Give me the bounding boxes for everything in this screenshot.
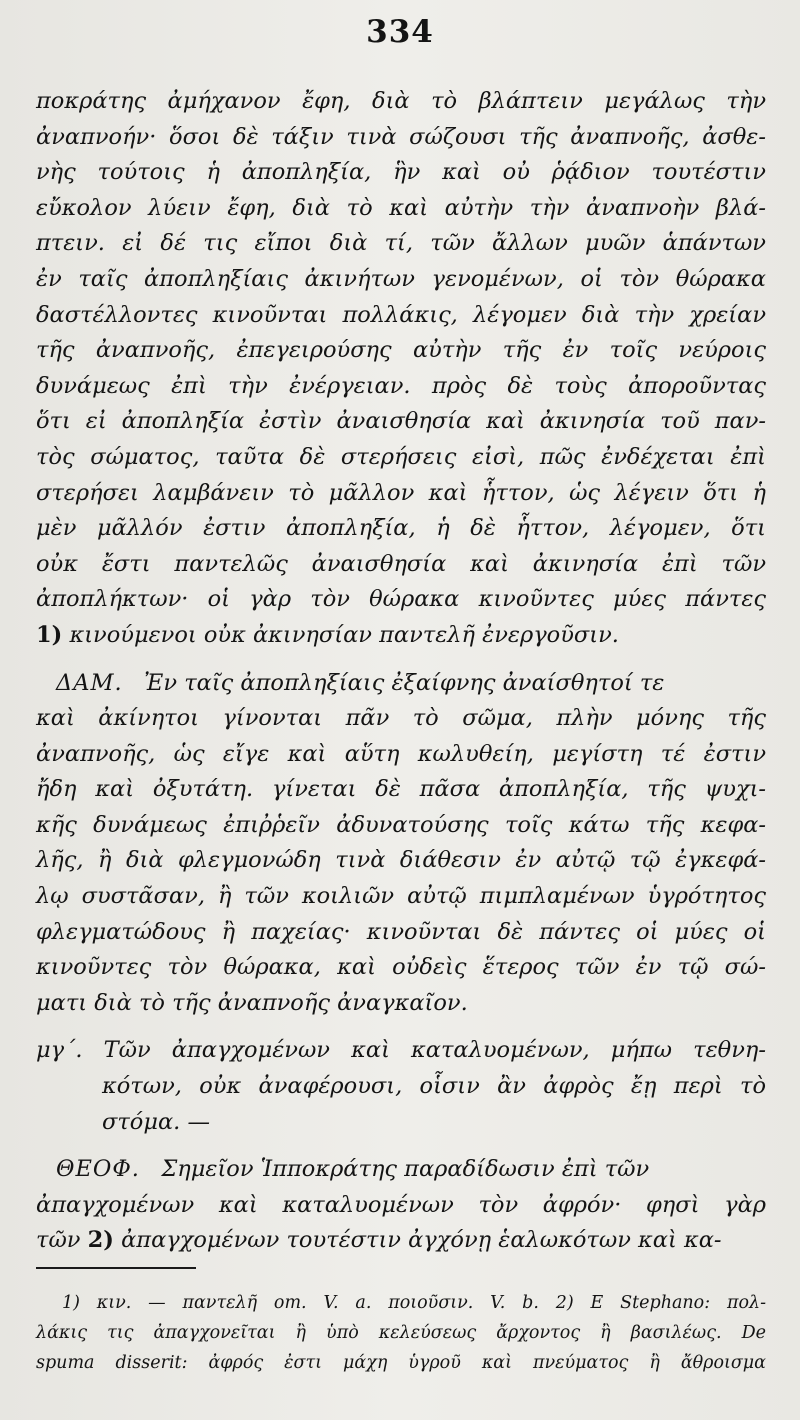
text-line: ἀπαγχομένων καὶ καταλυομένων τὸν ἀφρόν· φησὶ γὰρ [36,1191,766,1218]
text-line: κῆς δυνάμεως ἐπιῤῥεῖν ἀδυνατούσης τοῖς κάτω τῆς κεφα- [36,811,766,838]
text-line: πτειν. εἰ δέ τις εἴποι διὰ τί, τῶν ἄλλων μυῶν ἁπάντων [36,230,766,257]
footnote-line: 1) κιν. — παντελῆ om. V. a. ποιοῦσιν. V. b. 2) E Stephano: πολ- [62,1293,766,1313]
text-line: ἀναπνοήν· ὅσοι δὲ τάξιν τινὰ σώζουσι τῆς ἀναπνοῆς, ἀσθε- [36,123,766,150]
text-line: οὐκ ἔστι παντελῶς ἀναισθησία καὶ ἀκινησία ἐπὶ τῶν [36,550,766,577]
footnote-line: λάκις τις ἀπαγχονεῖται ἢ ὑπὸ κελεύσεως ἄρχοντος ἢ βασιλέως. De [36,1323,766,1343]
page-number: 334 [366,14,434,50]
text-line: τῶν 2) ἀπαγχομένων τουτέστιν ἀγχόνῃ ἑαλωκότων καὶ κα- [36,1227,722,1254]
text-line: ἐν ταῖς ἀποπληξίαις ἀκινήτων γενομένων, οἱ τὸν θώρακα [36,265,766,292]
text-line: μὲν μᾶλλόν ἐστιν ἀποπληξία, ἡ δὲ ἧττον, λέγομεν, ὅτι [36,515,766,542]
aphorism-line: στόμα. — [102,1108,210,1135]
text-line: ἀποπλήκτων· οἱ γὰρ τὸν θώρακα κινοῦντες μύες πάντες [36,586,766,613]
body-text [36,84,766,1259]
text-line: ἤδη καὶ ὀξυτάτη. γίνεται δὲ πᾶσα ἀποπληξία, τῆς ψυχι- [36,776,766,803]
text-line: τῆς ἀναπνοῆς, ἐπεγειρούσης αὐτὴν τῆς ἐν τοῖς νεύροις [36,337,766,364]
text-line: ἀναπνοῆς, ὡς εἴγε καὶ αὕτη κωλυθείη, μεγίστη τέ ἐστιν [36,740,766,767]
text-line: κινοῦντες τὸν θώρακα, καὶ οὐδεὶς ἕτερος τῶν ἐν τῷ σώ- [36,954,766,981]
text-line: ΔΑΜ. Ἐν ταῖς ἀποπληξίαις ἐξαίφνης ἀναίσθητοί τε [56,669,665,696]
text-line: στερήσει λαμβάνειν τὸ μᾶλλον καὶ ἧττον, ὡς λέγειν ὅτι ἡ [36,479,766,506]
footnote-divider [36,1267,196,1269]
footnotes [36,1288,766,1378]
text-line: 1) κινούμενοι οὐκ ἀκινησίαν παντελῆ ἐνεργοῦσιν. [36,621,619,648]
text-line: δαστέλλοντες κινοῦνται πολλάκις, λέγομεν διὰ τὴν χρείαν [36,301,766,328]
text-line: ὅτι εἰ ἀποπληξία ἐστὶν ἀναισθησία καὶ ἀκινησία τοῦ παν- [36,408,766,435]
text-line: ματι διὰ τὸ τῆς ἀναπνοῆς ἀναγκαῖον. [36,989,468,1016]
footnote-ref[interactable]: 1) [36,621,63,648]
text-line: φλεγματώδους ἢ παχείας· κινοῦνται δὲ πάντες οἱ μύες οἱ [36,918,766,945]
aphorism-line: κότων, οὐκ ἀναφέρουσι, οἷσιν ἂν ἀφρὸς ἔῃ περὶ τὸ [102,1073,766,1100]
footnote-ref[interactable]: 2) [87,1227,114,1254]
text-line: εὔκολον λύειν ἔφη, διὰ τὸ καὶ αὐτὴν τὴν ἀναπνοὴν βλά- [36,194,766,221]
aphorism-line: μγ΄. Τῶν ἀπαγχομένων καὶ καταλυομένων, μήπω τεθνη- [36,1037,766,1064]
text-line: ΘΕΟΦ. Σημεῖον Ἱπποκράτης παραδίδωσιν ἐπὶ τῶν [56,1156,650,1183]
text-line: λῳ συστᾶσαν, ἢ τῶν κοιλιῶν αὐτῷ πιμπλαμένων ὑγρότητος [36,883,766,910]
footnote-line: spuma disserit: ἀφρός ἐστι μάχη ὑγροῦ καὶ πνεύματος ἢ ἄθροισμα [36,1353,766,1373]
speaker-label: ΘΕΟΦ. [56,1156,140,1183]
text-line: ποκράτης ἀμήχανον ἔφη, διὰ τὸ βλάπτειν μεγάλως τὴν [36,88,766,114]
text-line: δυνάμεως ἐπὶ τὴν ἐνέργειαν. πρὸς δὲ τοὺς ἀποροῦντας [36,372,766,399]
text-line: νὴς τούτοις ἡ ἀποπληξία, ἣν καὶ οὐ ῥᾴδιον τουτέστιν [36,159,766,186]
text-line: λῆς, ἢ διὰ φλεγμονώδη τινὰ διάθεσιν ἐν αὐτῷ τῷ ἐγκεφά- [36,847,766,874]
speaker-label: ΔΑΜ. [56,669,123,696]
text-line: καὶ ἀκίνητοι γίνονται πᾶν τὸ σῶμα, πλὴν μόνης τῆς [36,705,766,732]
text-line: τὸς σώματος, ταῦτα δὲ στερήσεις εἰσὶ, πῶς ἐνδέχεται ἐπὶ [36,443,766,470]
